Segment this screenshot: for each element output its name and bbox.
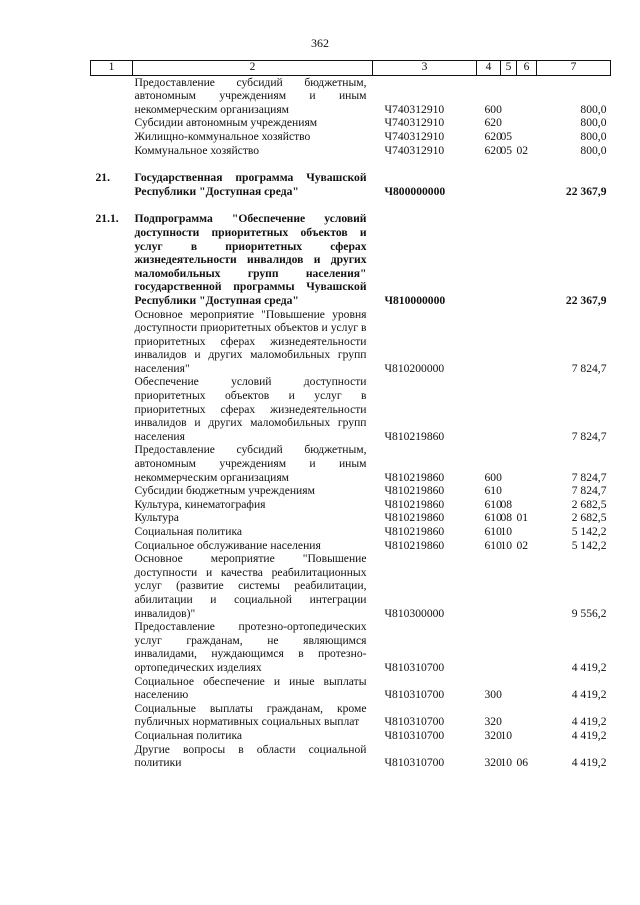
row-section <box>501 308 517 376</box>
row-expense-type: 320 <box>484 756 502 770</box>
row-target-code: Ч810300000 <box>384 606 445 620</box>
table-row <box>91 539 611 553</box>
row-subsection <box>517 212 537 307</box>
row-name: Основное мероприятие "Повышение уровня доступности приоритетных объектов и услуг в приоритетных сферах жизнедеятельности инвалидов и других маломобильных групп населения" <box>134 307 367 375</box>
row-expense-type <box>477 171 501 198</box>
table-row <box>91 498 611 512</box>
row-number: 21.1. <box>95 212 119 226</box>
row-expense-type: 610 <box>484 511 502 525</box>
row-expense-type <box>477 375 501 443</box>
row-section: 08 <box>500 497 513 511</box>
row-section <box>501 443 517 484</box>
row-target-code: Ч740312910 <box>384 143 445 157</box>
header-col-2: 2 <box>133 61 373 76</box>
row-subsection <box>517 675 537 702</box>
row-expense-type <box>477 620 501 674</box>
row-target-code: Ч810310700 <box>384 660 445 674</box>
table-row <box>91 675 611 702</box>
row-number <box>91 729 133 743</box>
row-number <box>91 539 133 553</box>
row-amount: 7 824,7 <box>571 470 607 484</box>
row-subsection <box>517 484 537 498</box>
header-col-7: 7 <box>537 61 611 76</box>
row-target-code: Ч810219860 <box>384 470 445 484</box>
row-amount: 4 419,2 <box>571 715 607 729</box>
row-number <box>91 511 133 525</box>
table-header <box>91 61 611 76</box>
row-amount: 2 682,5 <box>571 511 607 525</box>
row-amount: 800,0 <box>580 116 607 130</box>
row-subsection: 06 <box>516 756 529 770</box>
row-expense-type <box>477 552 501 620</box>
row-amount: 5 142,2 <box>571 538 607 552</box>
row-amount: 5 142,2 <box>571 525 607 538</box>
row-number <box>91 525 133 539</box>
row-subsection <box>517 130 537 144</box>
row-subsection: 02 <box>516 143 529 157</box>
header-col-5: 5 <box>501 61 517 76</box>
table-row <box>91 375 611 443</box>
row-subsection <box>517 498 537 512</box>
row-amount: 2 682,5 <box>571 497 607 511</box>
row-amount: 22 367,9 <box>565 293 607 307</box>
row-number <box>91 116 133 130</box>
row-expense-type: 610 <box>484 497 502 511</box>
row-amount: 4 419,2 <box>571 756 607 770</box>
row-section: 10 <box>500 728 513 742</box>
table-row <box>91 75 611 116</box>
row-section: 05 <box>500 143 513 157</box>
row-number <box>91 702 133 729</box>
row-section <box>501 552 517 620</box>
row-subsection <box>517 729 537 743</box>
row-expense-type: 620 <box>484 116 502 130</box>
row-expense-type <box>477 212 501 307</box>
row-name: Социальные выплаты гражданам, кроме публичных нормативных социальных выплат <box>134 701 367 729</box>
table-row <box>91 552 611 620</box>
row-expense-type: 610 <box>484 538 502 552</box>
row-amount: 4 419,2 <box>571 688 607 702</box>
table-body <box>91 75 611 770</box>
row-expense-type: 320 <box>484 715 502 729</box>
row-amount: 7 824,7 <box>571 484 607 498</box>
row-target-code: Ч740312910 <box>384 129 445 143</box>
header-col-4: 4 <box>477 61 501 76</box>
row-name: Другие вопросы в области социальной политики <box>134 742 367 770</box>
table-row <box>91 729 611 743</box>
row-name: Предоставление субсидий бюджетным, автономным учреждениям и иным некоммерческим организациям <box>134 75 367 116</box>
row-name: Социальное обслуживание населения <box>134 538 321 552</box>
row-name: Предоставление субсидий бюджетным, автономным учреждениям и иным некоммерческим организациям <box>134 443 367 484</box>
row-name: Коммунальное хозяйство <box>134 143 260 157</box>
table-row <box>91 144 611 158</box>
row-name: Социальная политика <box>134 728 243 742</box>
table-row <box>91 620 611 674</box>
table-row <box>91 511 611 525</box>
row-name: Субсидии бюджетным учреждениям <box>134 484 315 498</box>
header-col-3: 3 <box>373 61 477 76</box>
row-target-code: Ч810219860 <box>384 538 445 552</box>
row-section: 10 <box>500 756 513 770</box>
row-number <box>91 484 133 498</box>
table-row <box>91 171 611 198</box>
row-number <box>91 498 133 512</box>
row-section <box>501 375 517 443</box>
row-section: 05 <box>500 129 513 143</box>
table-row <box>91 116 611 130</box>
row-expense-type: 610 <box>484 484 502 498</box>
row-expense-type: 600 <box>484 102 502 116</box>
row-subsection <box>517 443 537 484</box>
row-number <box>91 552 133 620</box>
row-name: Субсидии автономным учреждениям <box>134 116 318 130</box>
table-row <box>91 308 611 376</box>
row-section: 10 <box>500 538 513 552</box>
table-row <box>91 130 611 144</box>
row-number <box>91 75 133 116</box>
table-row <box>91 702 611 729</box>
row-amount: 800,0 <box>580 102 607 116</box>
row-name: Культура <box>134 511 179 525</box>
row-name: Социальная политика <box>134 525 243 538</box>
table-row <box>91 212 611 307</box>
row-expense-type: 610 <box>484 525 502 538</box>
row-target-code: Ч810219860 <box>384 525 445 538</box>
row-subsection: 01 <box>516 511 529 525</box>
row-number <box>91 675 133 702</box>
row-subsection: 02 <box>516 538 529 552</box>
row-number: 21. <box>95 171 110 185</box>
budget-table <box>90 60 611 770</box>
row-name: Культура, кинематография <box>134 497 266 511</box>
row-target-code: Ч810200000 <box>384 361 445 375</box>
row-name: Подпрограмма "Обеспечение условий доступности приоритетных объектов и услуг в приоритетных сферах жизнедеятельности инвалидов и других маломобильных групп населения" государственной программы Чувашской Республики "Доступная среда" <box>134 212 367 307</box>
row-number <box>91 130 133 144</box>
row-expense-type: 620 <box>484 129 502 143</box>
row-name: Предоставление протезно-ортопедических услуг гражданам, не являющимся инвалидами, нуждающимся в протезно-ортопедических изделиях <box>134 620 367 674</box>
row-number <box>91 308 133 376</box>
row-name: Жилищно-коммунальное хозяйство <box>134 129 311 143</box>
row-number <box>91 144 133 158</box>
row-subsection <box>517 702 537 729</box>
row-amount: 7 824,7 <box>571 361 607 375</box>
table-row <box>91 484 611 498</box>
row-number <box>91 375 133 443</box>
row-name: Обеспечение условий доступности приоритетных объектов и услуг в приоритетных сферах жизнедеятельности инвалидов и других маломобильных групп населения <box>134 375 367 443</box>
row-subsection <box>517 308 537 376</box>
row-number <box>91 443 133 484</box>
spacer-cell <box>91 157 611 171</box>
row-section <box>501 675 517 702</box>
row-amount: 7 824,7 <box>571 429 607 443</box>
row-target-code: Ч810219860 <box>384 484 445 498</box>
row-amount: 22 367,9 <box>565 184 607 198</box>
table-row <box>91 443 611 484</box>
row-subsection <box>517 171 537 198</box>
page-number: 362 <box>311 36 329 50</box>
row-section: 08 <box>500 511 513 525</box>
row-target-code: Ч810310700 <box>384 728 445 742</box>
row-target-code: Ч810310700 <box>384 688 445 702</box>
row-number <box>91 620 133 674</box>
row-section <box>501 116 517 130</box>
row-subsection <box>517 375 537 443</box>
row-section: 10 <box>500 525 513 538</box>
row-amount: 800,0 <box>580 129 607 143</box>
row-target-code: Ч810219860 <box>384 429 445 443</box>
row-number <box>91 743 133 770</box>
row-subsection <box>517 116 537 130</box>
row-amount: 800,0 <box>580 143 607 157</box>
row-expense-type: 620 <box>484 143 502 157</box>
row-section <box>501 702 517 729</box>
header-col-6: 6 <box>517 61 537 76</box>
row-target-code: Ч810310700 <box>384 756 445 770</box>
row-subsection <box>517 75 537 116</box>
spacer-cell <box>91 198 611 212</box>
row-amount: 4 419,2 <box>571 660 607 674</box>
header-col-1: 1 <box>91 61 133 76</box>
row-name: Социальное обеспечение и иные выплаты населению <box>134 674 367 702</box>
table-row <box>91 525 611 539</box>
row-target-code: Ч740312910 <box>384 102 445 116</box>
row-spacer <box>91 157 611 171</box>
row-expense-type <box>477 308 501 376</box>
row-section <box>501 171 517 198</box>
row-target-code: Ч810219860 <box>384 511 445 525</box>
row-target-code: Ч810000000 <box>384 293 446 307</box>
row-amount: 9 556,2 <box>571 606 607 620</box>
row-name: Основное мероприятие "Повышение доступности и качества реабилитационных услуг (развитие системы реабилитации, абилитации и социальной интеграции инвалидов)" <box>134 552 367 620</box>
row-subsection <box>517 525 537 539</box>
row-subsection <box>517 552 537 620</box>
row-target-code: Ч740312910 <box>384 116 445 130</box>
row-section <box>501 75 517 116</box>
row-name: Государственная программа Чувашской Республики "Доступная среда" <box>134 171 367 198</box>
row-section <box>501 484 517 498</box>
row-target-code: Ч810219860 <box>384 497 445 511</box>
row-section <box>501 212 517 307</box>
row-expense-type: 600 <box>484 470 502 484</box>
row-subsection <box>517 620 537 674</box>
row-target-code: Ч810310700 <box>384 715 445 729</box>
row-section <box>501 620 517 674</box>
table-row <box>91 743 611 770</box>
row-target-code: Ч800000000 <box>384 184 446 198</box>
row-expense-type: 300 <box>484 688 502 702</box>
row-amount: 4 419,2 <box>571 728 607 742</box>
row-spacer <box>91 198 611 212</box>
row-expense-type: 320 <box>484 728 502 742</box>
